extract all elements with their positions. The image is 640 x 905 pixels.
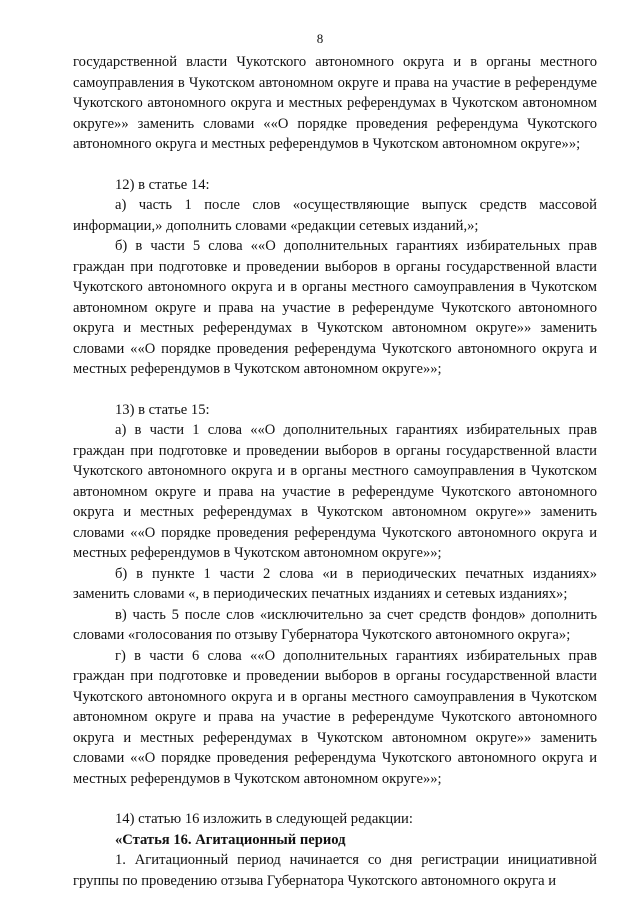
paragraph-item-13v: в) часть 5 после слов «исключительно за счет средств фондов» дополнить словами «голосования по отзыву Губернатора Чукотского автономного округа»; — [73, 606, 597, 643]
paragraph-item-13: 13) в статье 15: — [115, 401, 210, 418]
paragraph-item-13g: г) в части 6 слова ««О дополнительных гарантиях избирательных прав граждан при подготовке и проведении выборов в органы государственной власти Чукотского автономного округа и в органы местного самоуправления в Чукотском автономном округе и права на участие в референдуме Чукотского автономного округа и местных референдумах в Чукотском автономном округе»» заменить словами ««О порядке проведения референдума Чукотского автономного округа и местных референдумов в Чукотском автономном округе»»; — [73, 647, 597, 787]
paragraph-continuation: государственной власти Чукотского автономного округа и в органы местного самоуправления в Чукотском автономном округе и права на участие в референдуме Чукотского автономного округа и местных референдумах в Чукотском автономном округе»» заменить словами ««О порядке проведения референдума Чукотского автономного округа и местных референдумов в Чукотском автономном округе»»; — [73, 54, 597, 152]
paragraph-item-13b: б) в пункте 1 части 2 слова «и в периодических печатных изданиях» заменить словами «, в периодических печатных изданиях и сетевых изданиях»; — [73, 565, 597, 602]
page-number: 8 — [316, 31, 324, 46]
paragraph-item-13a: а) в части 1 слова ««О дополнительных гарантиях избирательных прав граждан при подготовке и проведении выборов в органы государственной власти Чукотского автономного округа и в органы местного самоуправления в Чукотском автономном округе и права на участие в референдуме Чукотского автономного округа и местных референдумах в Чукотском автономном округе»» заменить словами ««О порядке проведения референдума Чукотского автономного округа и местных референдумов в Чукотском автономном округе»»; — [73, 422, 597, 561]
article-heading: «Статья 16. Агитационный период — [115, 831, 346, 848]
document-body — [73, 52, 597, 891]
paragraph-item-12b: б) в части 5 слова ««О дополнительных гарантиях избирательных прав граждан при подготовке и проведении выборов в органы государственной власти Чукотского автономного округа и в органы местного самоуправления в Чукотском автономном округе и права на участие в референдуме Чукотского автономного округа и местных референдумах в Чукотском автономном округе»» заменить словами ««О порядке проведения референдума Чукотского автономного округа и местных референдумов в Чукотском автономном округе»»; — [73, 238, 597, 377]
paragraph-item-12: 12) в статье 14: — [115, 176, 210, 193]
paragraph-item-14: 14) статью 16 изложить в следующей редакции: — [115, 811, 413, 827]
article-paragraph-1: 1. Агитационный период начинается со дня регистрации инициативной группы по проведению отзыва Губернатора Чукотского автономного округа и — [73, 852, 597, 889]
paragraph-item-12a: а) часть 1 после слов «осуществляющие выпуск средств массовой информации,» дополнить словами «редакции сетевых изданий,»; — [73, 197, 597, 234]
